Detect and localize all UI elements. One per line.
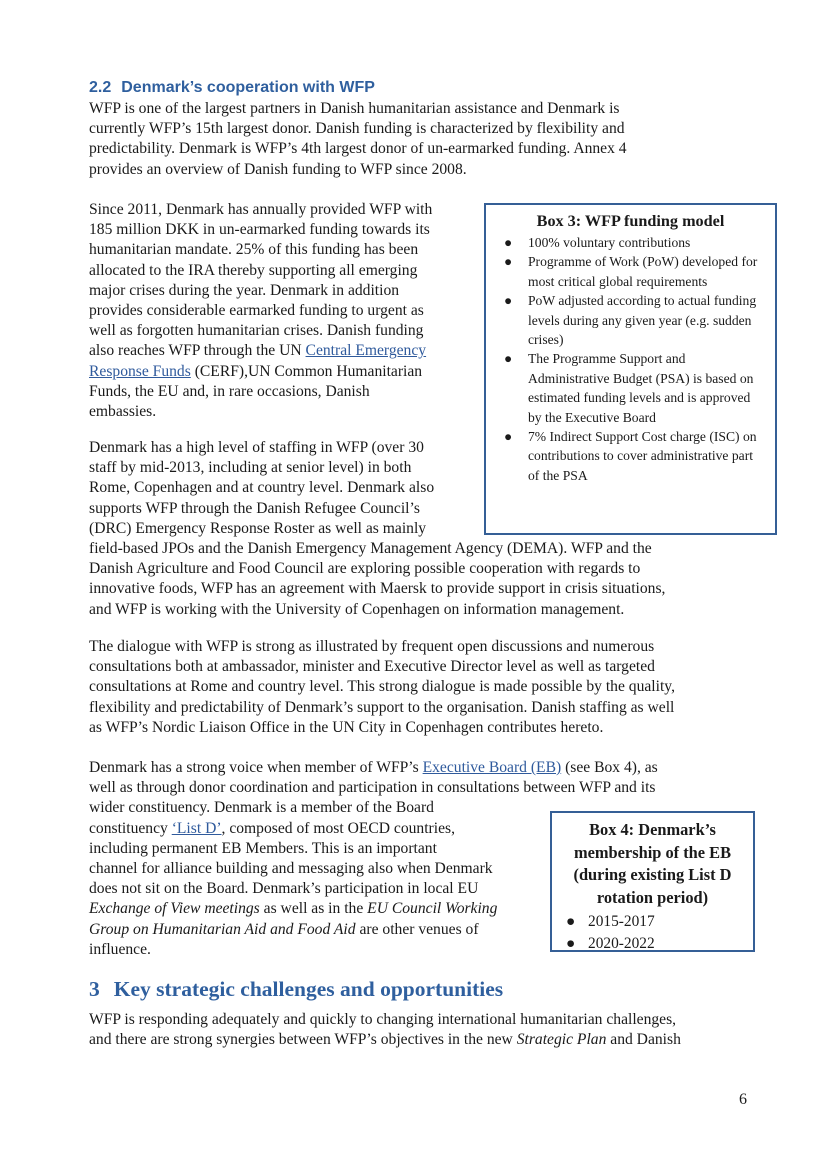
list-item-text: 7% Indirect Support Cost charge (ISC) on contributions to cover administrative part of the PSA	[528, 429, 757, 483]
bullet-icon: ●	[504, 254, 513, 270]
text-line: Funds, the EU and, in rare occasions, Danish	[89, 382, 370, 400]
list-d-link[interactable]: ‘List D’	[171, 819, 222, 837]
list-item	[486, 291, 775, 349]
text-line: channel for alliance building and messaging also when Denmark	[89, 860, 493, 878]
text-run: are other venues of	[355, 920, 479, 938]
box-4-membership	[550, 811, 755, 952]
list-item	[486, 427, 775, 485]
text-line: influence.	[89, 940, 151, 958]
text-line: (DRC) Emergency Response Roster as well as mainly	[89, 519, 427, 537]
paragraph-funding	[89, 200, 481, 422]
section-title: Key strategic challenges and opportunities	[113, 977, 504, 1001]
text-run: (see Box 4), as	[561, 759, 658, 776]
text-line: provides an overview of Danish funding to WFP since 2008.	[89, 160, 467, 178]
text-line: and WFP is working with the University of Copenhagen on information management.	[89, 600, 625, 618]
box-list	[486, 233, 775, 485]
text-line: field-based JPOs and the Danish Emergency Management Agency (DEMA). WFP and the	[89, 540, 652, 557]
text-line: currently WFP’s 15th largest donor. Danish funding is characterized by flexibility and	[89, 120, 625, 138]
text-line: staff by mid-2013, including at senior level) in both	[89, 459, 412, 477]
text-line: provides considerable earmarked funding to urgent as	[89, 302, 424, 320]
list-item	[486, 349, 775, 427]
text-line: Denmark has a high level of staffing in WFP (over 30	[89, 439, 424, 456]
text-line: WFP is responding adequately and quickly to changing international humanitarian challenges,	[89, 1011, 677, 1028]
box-title: Box 4: Denmark’s membership of the EB (during existing List D rotation period)	[573, 820, 732, 907]
paragraph-staffing	[89, 438, 481, 539]
bullet-icon: ●	[504, 351, 513, 367]
text-line	[89, 1030, 749, 1050]
text-run: , composed of most OECD countries,	[221, 819, 455, 837]
text-run-italic: Exchange of View meetings	[89, 900, 260, 918]
list-item-text: 100% voluntary contributions	[528, 235, 691, 250]
executive-board-link[interactable]: Executive Board (EB)	[422, 759, 562, 776]
text-line: WFP is one of the largest partners in Danish humanitarian assistance and Denmark is	[89, 100, 620, 117]
text-line: 185 million DKK in un-earmarked funding towards its	[89, 221, 430, 239]
text-line: supports WFP through the Danish Refugee Council’s	[89, 499, 420, 517]
text-run: Denmark has a strong voice when member of WFP’s	[89, 759, 423, 776]
text-run: (CERF),UN Common Humanitarian	[190, 362, 423, 380]
text-line	[89, 758, 739, 778]
text-line: innovative foods, WFP has an agreement with Maersk to provide support in crisis situations,	[89, 580, 666, 598]
text-line	[89, 341, 481, 361]
section-title: Denmark’s cooperation with WFP	[121, 79, 375, 96]
text-line: embassies.	[89, 403, 157, 421]
text-line: humanitarian mandate. 25% of this funding has been	[89, 241, 419, 259]
text-line: The dialogue with WFP is strong as illustrated by frequent open discussions and numerous	[89, 638, 655, 655]
box-list	[552, 911, 753, 955]
text-line: wider constituency. Denmark is a member of the Board	[89, 799, 434, 817]
text-line: major crises during the year. Denmark in addition	[89, 281, 400, 299]
text-line	[89, 362, 481, 382]
cerf-link[interactable]: Central Emergency	[305, 342, 427, 360]
text-line: as WFP’s Nordic Liaison Office in the UN City in Copenhagen contributes hereto.	[89, 718, 604, 736]
text-line: including permanent EB Members. This is an important	[89, 839, 437, 857]
text-run-italic: Group on Humanitarian Aid and Food Aid	[89, 920, 356, 938]
box-3-funding-model	[484, 203, 777, 535]
text-run: constituency	[89, 819, 172, 837]
text-line: consultations at Rome and country level. This strong dialogue is made possible by the quality,	[89, 678, 675, 696]
text-line: Danish Agriculture and Food Council are exploring possible cooperation with regards to	[89, 560, 641, 578]
text-line: allocated to the IRA thereby supporting all emerging	[89, 261, 418, 279]
paragraph-staffing-continued	[89, 539, 739, 620]
text-line: well as forgotten humanitarian crises. Danish funding	[89, 322, 424, 340]
text-run: as well as in the	[259, 900, 368, 918]
list-item-text: Programme of Work (PoW) developed for most critical global requirements	[528, 254, 758, 289]
page-number: 6	[739, 1091, 747, 1108]
section-number: 3	[89, 977, 100, 1001]
section-heading-2-2	[89, 79, 375, 97]
list-item-text: 2020-2022	[588, 935, 655, 953]
bullet-icon: ●	[566, 935, 576, 953]
text-run-italic: EU Council Working	[367, 900, 498, 918]
bullet-icon: ●	[504, 429, 513, 445]
text-line: Since 2011, Denmark has annually provided WFP with	[89, 201, 433, 218]
box-title: Box 3: WFP funding model	[536, 212, 725, 230]
list-item-text: 2015-2017	[588, 913, 655, 931]
text-run: also reaches WFP through the UN	[89, 342, 306, 360]
text-run: and there are strong synergies between WFP’s objectives in the new	[89, 1031, 517, 1049]
paragraph-intro	[89, 99, 739, 180]
cerf-link-continued[interactable]: Response Funds	[89, 362, 191, 380]
text-run: and Danish	[606, 1031, 681, 1049]
text-line: flexibility and predictability of Denmark’s support to the organisation. Danish staffing as well	[89, 698, 675, 716]
list-item	[552, 911, 753, 933]
list-item-text: PoW adjusted according to actual funding levels during any given year (e.g. sudden crises)	[528, 293, 757, 348]
section-heading-3	[89, 977, 503, 1002]
bullet-icon: ●	[566, 913, 576, 931]
text-line: predictability. Denmark is WFP’s 4th largest donor of un-earmarked funding. Annex 4	[89, 140, 627, 158]
section-number: 2.2	[89, 79, 112, 96]
list-item-text: The Programme Support and Administrative Budget (PSA) is based on estimated funding levels and is approved by the Executive Board	[528, 351, 754, 425]
list-item	[486, 233, 775, 252]
paragraph-dialogue	[89, 637, 739, 738]
list-item	[486, 252, 775, 291]
text-line: well as through donor coordination and participation in consultations between WFP and its	[89, 779, 656, 797]
bullet-icon: ●	[504, 235, 513, 250]
list-item	[552, 933, 753, 955]
text-line: Rome, Copenhagen and at country level. Denmark also	[89, 479, 435, 497]
text-run-italic: Strategic Plan	[516, 1031, 607, 1049]
paragraph-strategic	[89, 1010, 749, 1050]
text-line: consultations both at ambassador, minister and Executive Director level as well as targeted	[89, 658, 655, 676]
bullet-icon: ●	[504, 293, 513, 309]
text-line: does not sit on the Board. Denmark’s participation in local EU	[89, 880, 479, 898]
